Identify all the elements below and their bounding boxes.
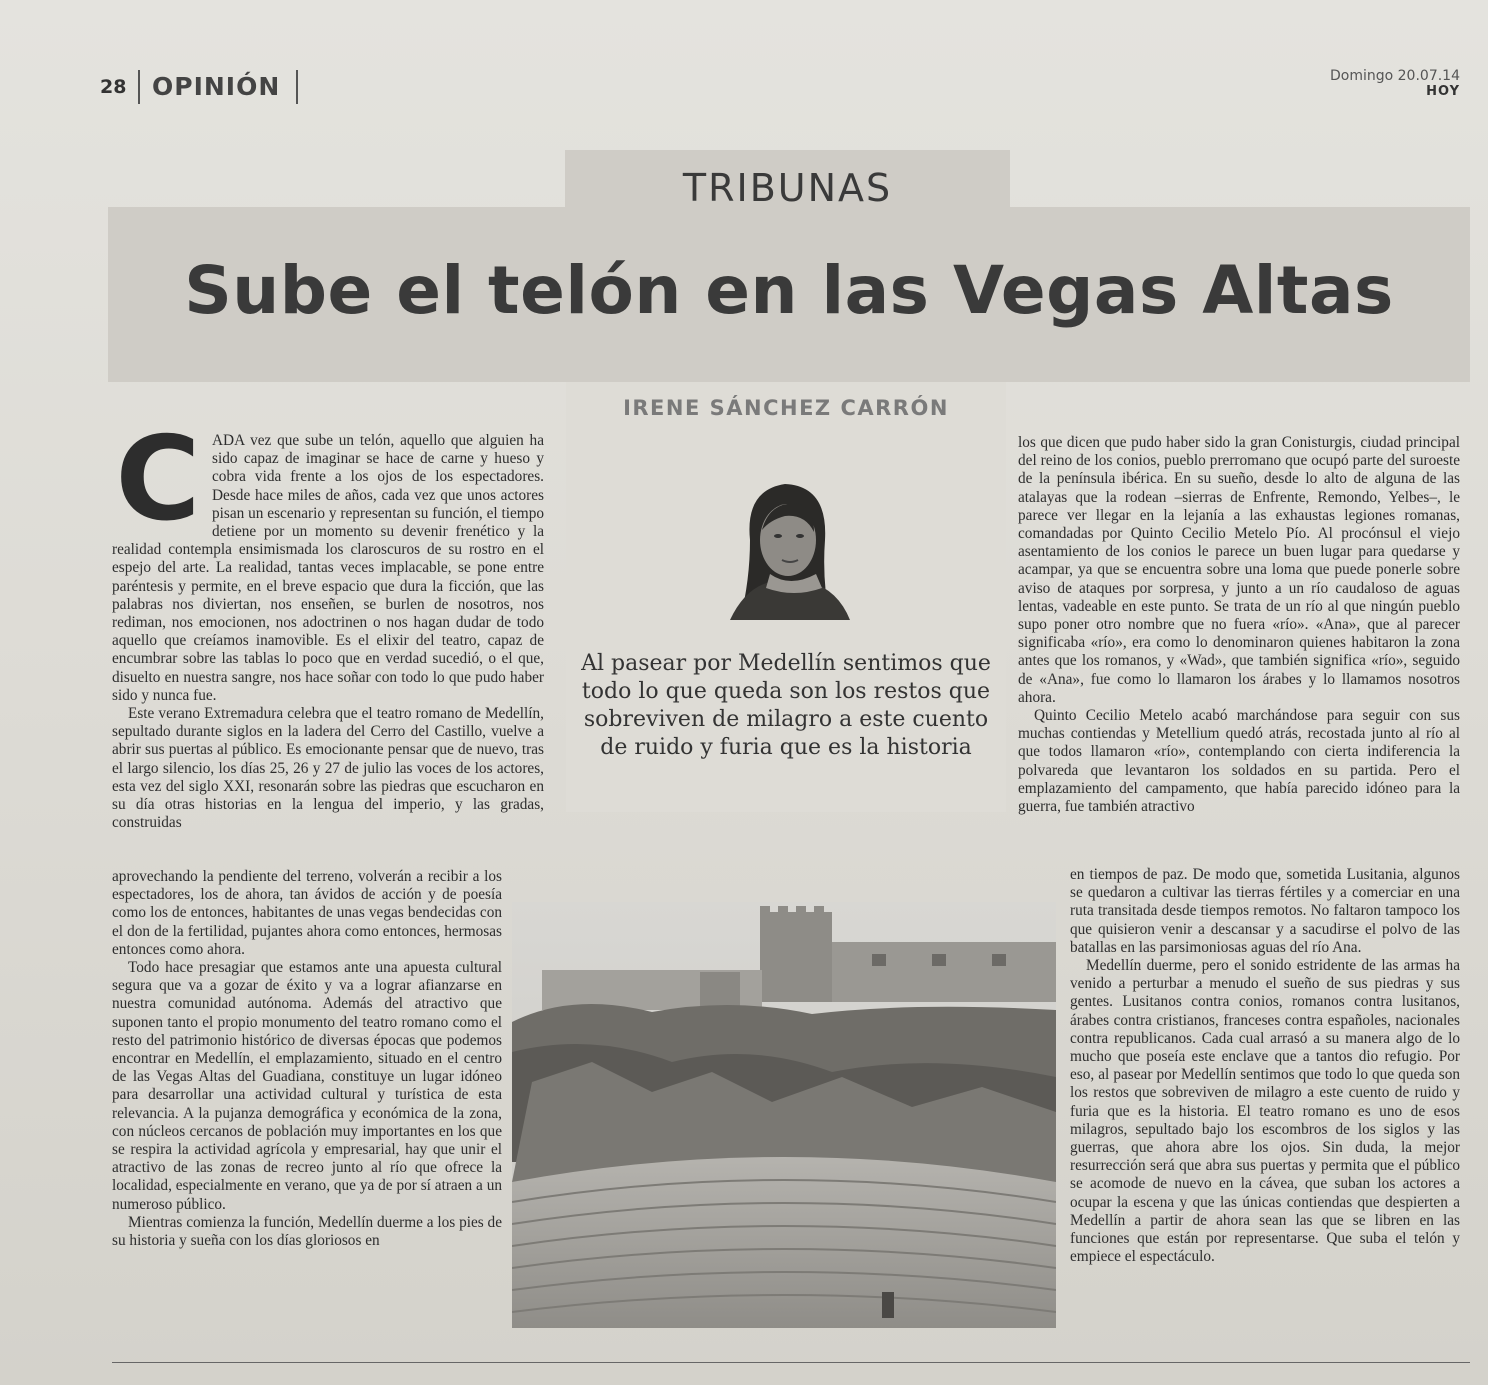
header-divider [138,70,140,104]
drop-cap: C [115,412,201,547]
footer-rule [112,1362,1470,1363]
main-photo [512,902,1056,1328]
column-left-bottom [112,868,502,1250]
author-photo [710,470,860,620]
column-right-top [1018,434,1460,816]
paragraph: ADA vez que sube un telón, aquello que alguien ha sido capaz de imaginar se hace de carne y hueso y cobra vida frente a los ojos de los espectadores. Desde hace miles de años, cada vez que unos actores pisan un escenario y representan su función, el tiempo detiene por un momento su devenir frenético y la realidad contempla ensimismada los claroscuros de su rostro en el espejo del arte. La realidad, tantas veces implacable, se pone entre paréntesis y permite, en el breve espacio que dura la ficción, que las palabras nos diviertan, nos enseñen, se burlen de nosotros, nos rediman, nos emocionen, nos adoctrinen o nos hagan dudar de todo aquello que creíamos inamovible. Es el elixir del teatro, capaz de encumbrar sobre las tablas lo poco que en verdad sucedió, o el que, disuelto en nuestra sangre, nos hace soñar con todo lo que pudo haber sido y nunca fue. [112,432,544,704]
page-header [100,68,1470,108]
paragraph: Mientras comienza la función, Medellín duerme a los pies de su historia y sueña con los días gloriosos en [112,1213,502,1250]
section-name: OPINIÓN [152,72,281,101]
newspaper-name: HOY [1426,84,1460,99]
header-divider [296,70,298,104]
page-number: 28 [100,76,127,98]
roman-theatre-photo [512,902,1056,1328]
article-kicker: TRIBUNAS [682,166,893,210]
paragraph: Todo hace presagiar que estamos ante una apuesta cultural segura que va a gozar de éxito y va a lograr afianzarse en nuestra comunidad autónoma. Además del atractivo que suponen tanto el propio monumento del teatro romano como el resto del patrimonio histórico de diversas épocas que podemos encontrar en Medellín, el emplazamiento, situado en el centro de las Vegas Altas del Guadiana, constituye un lugar idóneo para desarrollar una actividad cultural y turística de esta relevancia. A la pujanza demográfica y económica de la zona, con núcleos cercanos de población muy importantes en los que se respira la actividad agrícola y empresarial, hay que unir el atractivo de las zonas de recreo junto al río que ofrece la localidad, especialmente en verano, que ya de por sí atraen a un numeroso público. [112,959,502,1213]
issue-date: Domingo 20.07.14 [1330,68,1460,84]
author-portrait-image [710,470,860,620]
column-right-bottom [1070,866,1460,1266]
date-block [1330,68,1460,99]
article-headline: Sube el telón en las Vegas Altas [184,252,1394,329]
paragraph: Este verano Extremadura celebra que el teatro romano de Medellín, sepultado durante siglos en la ladera del Cerro del Castillo, vuelve a abrir sus puertas al público. Es emocionante pensar que de nuevo, tras el largo silencio, los días 25, 26 y 27 de julio las voces de los actores, esta vez del siglo XXI, resonarán sobre las piedras que escucharon en su día otras historias en la lengua del imperio, y las gradas, construidas [112,705,544,832]
paragraph: Medellín duerme, pero el sonido estridente de las armas ha venido a perturbar a menudo el sueño de sus piedras y sus gentes. Lusitanos contra conios, romanos contra lusitanos, árabes contra cristianos, franceses contra españoles, nacionales contra republicanos. Cada cual arrasó a su manera algo de lo mucho que poseía este enclave que a tantos dio refugio. Por eso, al pasear por Medellín sentimos que todo lo que queda son los restos que sobreviven de milagro a este cuento de ruido y furia que es la historia. El teatro romano es uno de esos milagros, sepultado bajo los escombros de los siglos y las guerras, que ahora abre los ojos. Sin duda, la mejor resurrección será que abra sus puertas y permita que el público se acomode de nuevo en la cávea, que suban los actores a ocupar la escena y que las únicas contiendas que despierten a Medellín a partir de ahora sean las que se libren en las funciones que están por representarse. Que suba el telón y empiece el espectáculo. [1070,957,1460,1266]
paragraph: Quinto Cecilio Metelo acabó marchándose para seguir con sus muchas contiendas y Metellium quedó atrás, recostada junto al río al que todos llamaron «río», contemplando con cierta indiferencia la polvareda que levantaron los soldados en su partida. Pero el emplazamiento del campamento, que había parecido idóneo para la guerra, fue también atractivo [1018,707,1460,816]
pull-quote: Al pasear por Medellín sentimos que todo lo que queda son los restos que sobreviven de milagro a este cuento de ruido y furia que es la historia [581,651,991,760]
article-author: IRENE SÁNCHEZ CARRÓN [623,396,949,420]
paragraph: en tiempos de paz. De modo que, sometida Lusitania, algunos se quedaron a cultivar las tierras fértiles y a comerciar en una ruta transitada desde tiempos remotos. No faltaron tampoco los que quisieron venir a descansar y a sacudirse el polvo de las batallas en las parsimoniosas aguas del río Ana. [1070,866,1460,956]
column-left-top [112,412,544,832]
paragraph: aprovechando la pendiente del terreno, volverán a recibir a los espectadores, los de ahora, tan ávidos de acción y de poesía como los de entonces, habitantes de unas vegas bendecidas con el don de la fertilidad, pujantes ahora como entonces, hermosas entonces como ahora. [112,868,502,958]
paragraph: los que dicen que pudo haber sido la gran Conisturgis, ciudad principal del reino de los conios, pueblo prerromano que ocupó parte del suroeste de la península ibérica. En su sueño, desde lo alto de alguna de las atalayas que la rodean –sierras de Enfrente, Remondo, Yelbes–, le parece ver llegar en la lejanía a las exhaustas legiones romanas, comandadas por Quinto Cecilio Metelo Pío. Al procónsul el viejo asentamiento de los conios le parece un buen lugar para quedarse y acampar, ya que se encuentra sobre una loma que puede ponerle sobre aviso de ataques por sorpresa, y junto a un río caudaloso de aguas lentas, vadeable en este punto. Se trata de un río al que ningún pueblo supo poner otro nombre que no fuera «río». «Ana», que al parecer significaba «río», era como lo denominaron quienes habitaron la zona antes que los romanos, y «Wad», que también significa «río», seguido de «Ana», fue como lo llamaron los árabes y lo llamamos nosotros ahora. [1018,434,1460,706]
